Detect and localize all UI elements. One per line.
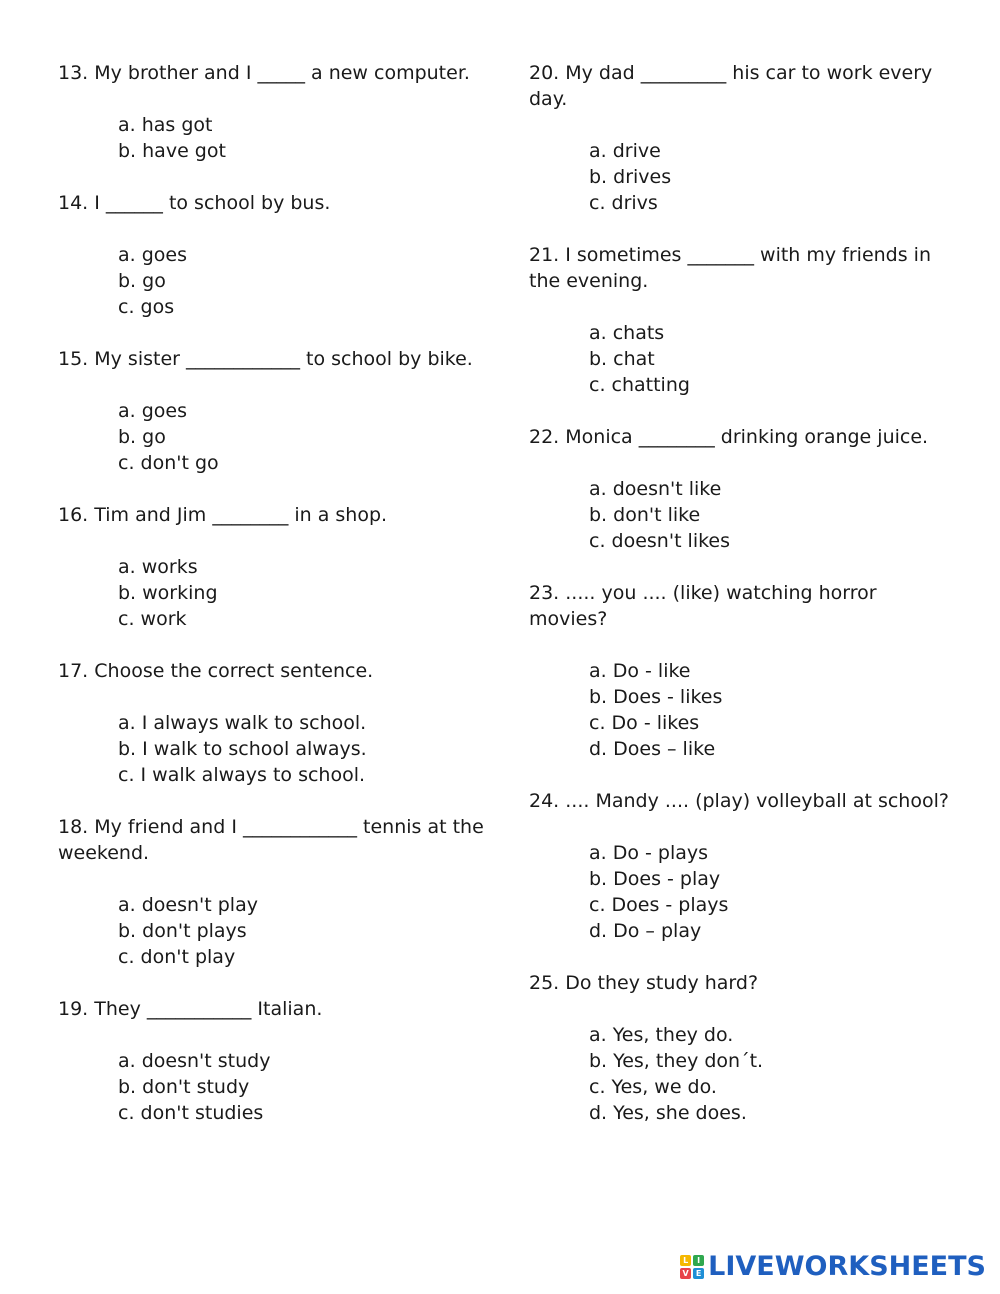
option: c. Does - plays — [589, 894, 729, 916]
option: b. drives — [589, 166, 672, 188]
question-24 — [529, 788, 949, 944]
options-list — [529, 658, 949, 762]
question-text: 25. Do they study hard? — [529, 972, 759, 994]
question-text: 17. Choose the correct sentence. — [58, 660, 374, 682]
question-22 — [529, 424, 949, 554]
question-text: 18. My friend and I ____________ tennis at the weekend. — [58, 816, 484, 864]
left-column — [58, 60, 488, 1152]
option: c. don't go — [118, 452, 219, 474]
option: a. Do - plays — [589, 842, 709, 864]
options-list — [58, 892, 488, 970]
question-13 — [58, 60, 488, 164]
question-25 — [529, 970, 949, 1126]
question-20 — [529, 60, 949, 216]
options-list — [529, 138, 949, 216]
option: b. go — [118, 270, 166, 292]
option: d. Do – play — [589, 920, 702, 942]
options-list — [529, 840, 949, 944]
question-text: 13. My brother and I _____ a new computer. — [58, 62, 470, 84]
question-text: 19. They ___________ Italian. — [58, 998, 323, 1020]
question-text: 23. ..... you .... (like) watching horror movies? — [529, 582, 877, 630]
question-15 — [58, 346, 488, 476]
question-text: 15. My sister ____________ to school by bike. — [58, 348, 473, 370]
option: a. goes — [118, 244, 187, 266]
option: c. chatting — [589, 374, 690, 396]
options-list — [58, 554, 488, 632]
option: a. doesn't study — [118, 1050, 271, 1072]
option: b. don't like — [589, 504, 701, 526]
question-text: 16. Tim and Jim ________ in a shop. — [58, 504, 388, 526]
option: c. drivs — [589, 192, 658, 214]
options-list — [58, 398, 488, 476]
option: b. have got — [118, 140, 226, 162]
options-list — [58, 1048, 488, 1126]
option: a. goes — [118, 400, 187, 422]
logo-text: LIVEWORKSHEETS — [708, 1251, 986, 1282]
option: c. don't play — [118, 946, 236, 968]
option: c. I walk always to school. — [118, 764, 366, 786]
question-16 — [58, 502, 488, 632]
option: b. chat — [589, 348, 655, 370]
question-18 — [58, 814, 488, 970]
option: a. has got — [118, 114, 213, 136]
logo-tile: E — [693, 1268, 704, 1279]
option: b. Does - play — [589, 868, 721, 890]
option: a. I always walk to school. — [118, 712, 367, 734]
option: b. don't plays — [118, 920, 247, 942]
right-column — [529, 60, 949, 1152]
options-list — [58, 242, 488, 320]
option: b. working — [118, 582, 218, 604]
option: a. Do - like — [589, 660, 691, 682]
option: a. Yes, they do. — [589, 1024, 734, 1046]
option: c. gos — [118, 296, 175, 318]
option: a. doesn't like — [589, 478, 722, 500]
question-23 — [529, 580, 949, 762]
option: d. Yes, she does. — [589, 1102, 747, 1124]
question-17 — [58, 658, 488, 788]
question-14 — [58, 190, 488, 320]
logo-tiles-icon — [680, 1255, 704, 1279]
options-list — [529, 1022, 949, 1126]
option: b. go — [118, 426, 166, 448]
question-text: 21. I sometimes _______ with my friends in the evening. — [529, 244, 931, 292]
option: c. doesn't likes — [589, 530, 731, 552]
option: b. I walk to school always. — [118, 738, 367, 760]
option: b. don't study — [118, 1076, 250, 1098]
option: c. work — [118, 608, 187, 630]
option: c. Do - likes — [589, 712, 700, 734]
question-text: 24. .... Mandy .... (play) volleyball at school? — [529, 790, 949, 812]
options-list — [58, 710, 488, 788]
option: c. Yes, we do. — [589, 1076, 717, 1098]
question-text: 14. I ______ to school by bus. — [58, 192, 331, 214]
option: b. Does - likes — [589, 686, 723, 708]
question-19 — [58, 996, 488, 1126]
question-21 — [529, 242, 949, 398]
logo-tile: I — [693, 1255, 704, 1266]
options-list — [58, 112, 488, 164]
option: a. doesn't play — [118, 894, 258, 916]
liveworksheets-logo — [680, 1252, 986, 1282]
option: a. works — [118, 556, 198, 578]
option: c. don't studies — [118, 1102, 264, 1124]
logo-tile: V — [680, 1268, 691, 1279]
options-list — [529, 320, 949, 398]
question-text: 22. Monica ________ drinking orange juice. — [529, 426, 929, 448]
logo-tile: L — [680, 1255, 691, 1266]
option: b. Yes, they don´t. — [589, 1050, 764, 1072]
option: a. drive — [589, 140, 661, 162]
option: d. Does – like — [589, 738, 716, 760]
options-list — [529, 476, 949, 554]
option: a. chats — [589, 322, 665, 344]
question-text: 20. My dad _________ his car to work every day. — [529, 62, 933, 110]
